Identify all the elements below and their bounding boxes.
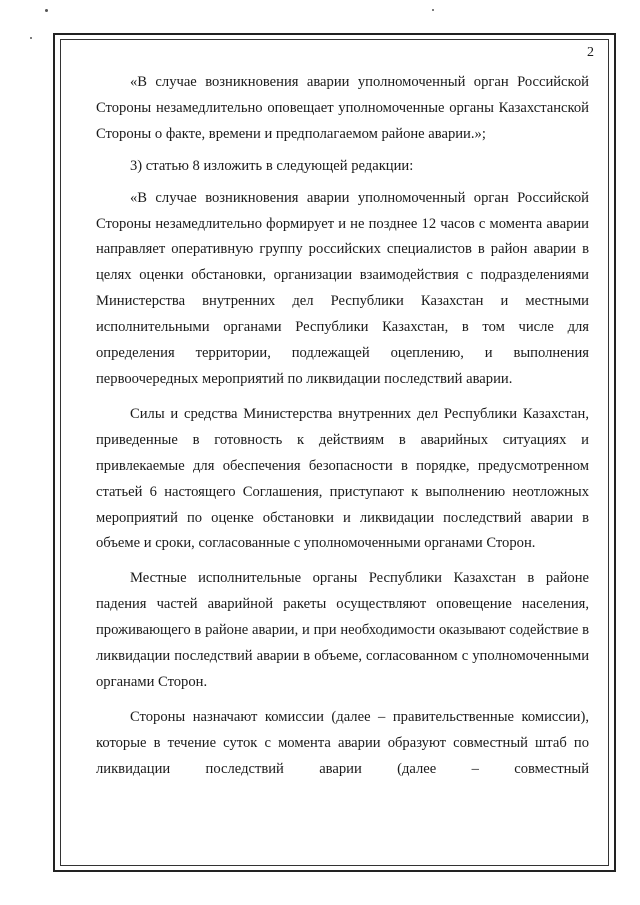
page-number: 2 bbox=[587, 45, 594, 60]
paragraph-4: Силы и средства Министерства внутренних дел Республики Казахстан, приведенные в готовность к действиям в аварийных ситуациях и привлекаемые для обеспечения безопасности в порядке, предусмотренном статьей 6 настоящего Соглашения, приступают к выполнению неотложных мероприятий по оценке обстановки и ликвидации последствий аварии в объеме и сроки, согласованные с уполномоченными органами Сторон. bbox=[96, 405, 589, 552]
scan-speck bbox=[432, 9, 434, 11]
paragraph-1: «В случае возникновения аварии уполномоченный орган Российской Стороны незамедлительно оповещает уполномоченные органы Казахстанской Стороны о факте, времени и предполагаемом районе аварии.»; bbox=[96, 74, 589, 142]
paragraph-5: Местные исполнительные органы Республики Казахстан в районе падения частей аварийной ракеты осуществляют оповещение населения, проживающего в районе аварии, и при необходимости оказывают содействие в ликвидации последствий аварии в объеме, согласованном с уполномоченными органами Сторон. bbox=[96, 570, 589, 690]
paragraph-3: «В случае возникновения аварии уполномоченный орган Российской Стороны незамедлительно формирует и не позднее 12 часов с момента аварии направляет оперативную группу российских специалистов в район аварии в целях оценки обстановки, организации взаимодействия с подразделениями Министерства внутренних дел Республики Казахстан и местными исполнительными органами Республики Казахстан, в том числе для определения территории, подлежащей оцеплению, и выполнения первоочередных мероприятий по ликвидации последствий аварии. bbox=[96, 189, 589, 387]
paragraph-2: 3) статью 8 изложить в следующей редакции: bbox=[130, 157, 414, 174]
document-body bbox=[96, 70, 589, 783]
paragraph-6: Стороны назначают комиссии (далее – правительственные комиссии), которые в течение суток с момента аварии образуют совместный штаб по ликвидации последствий аварии (далее – совместный bbox=[96, 708, 589, 777]
scan-speck bbox=[30, 37, 32, 39]
scan-speck bbox=[45, 9, 48, 12]
